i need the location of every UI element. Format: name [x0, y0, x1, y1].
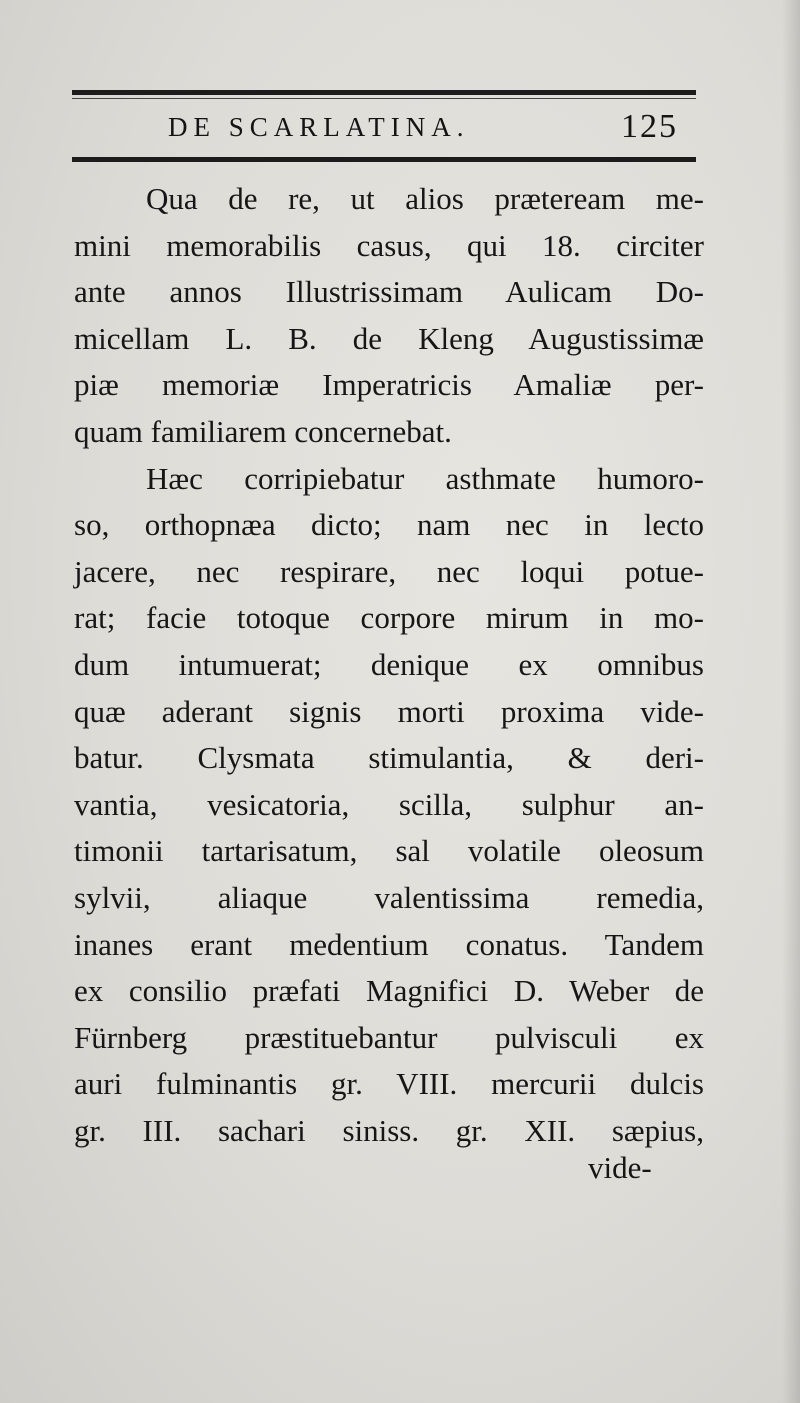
- text-line: dum intumuerat; denique ex omnibus: [74, 646, 704, 682]
- page-number: 125: [621, 108, 678, 145]
- text-line: ex consilio præfati Magnifici D. Weber de: [74, 973, 704, 1009]
- text-line: sylvii, aliaque valentissima remedia,: [74, 879, 704, 915]
- text-line: Fürnberg præstituebantur pulvisculi ex: [74, 1019, 704, 1055]
- running-head: [72, 110, 696, 150]
- text-line: gr. III. sachari siniss. gr. XII. sæpius,: [74, 1112, 704, 1148]
- text-line: micellam L. B. de Kleng Augustissimæ: [74, 320, 704, 356]
- running-title: DE SCARLATINA.: [168, 112, 470, 142]
- header-rule-top-thin: [72, 98, 696, 99]
- text-line: vantia, vesicatoria, scilla, sulphur an-: [74, 786, 704, 822]
- text-line: quam familiarem concernebat.: [74, 413, 452, 449]
- text-line: inanes erant medentium conatus. Tandem: [74, 926, 704, 962]
- text-line: piæ memoriæ Imperatricis Amaliæ per-: [74, 367, 704, 403]
- header-rule-top: [72, 90, 696, 95]
- header-rule-bottom: [72, 157, 696, 162]
- text-line: auri fulminantis gr. VIII. mercurii dulcis: [74, 1066, 704, 1102]
- text-line: Hæc corripiebatur asthmate humoro-: [146, 460, 704, 496]
- catchword: vide-: [588, 1150, 652, 1185]
- text-line: rat; facie totoque corpore mirum in mo-: [74, 600, 704, 636]
- page-edge-shadow: [782, 0, 800, 1403]
- text-line: mini memorabilis casus, qui 18. circiter: [74, 227, 704, 263]
- text-line: batur. Clysmata stimulantia, & deri-: [74, 740, 704, 776]
- text-line: so, orthopnæa dicto; nam nec in lecto: [74, 507, 704, 543]
- text-line: quæ aderant signis morti proxima vide-: [74, 693, 704, 729]
- text-line: jacere, nec respirare, nec loqui potue-: [74, 553, 704, 589]
- text-line: timonii tartarisatum, sal volatile oleosum: [74, 833, 704, 869]
- text-line: Qua de re, ut alios præteream me-: [146, 181, 704, 216]
- body-text: [74, 176, 704, 1154]
- text-line: ante annos Illustrissimam Aulicam Do-: [74, 274, 704, 310]
